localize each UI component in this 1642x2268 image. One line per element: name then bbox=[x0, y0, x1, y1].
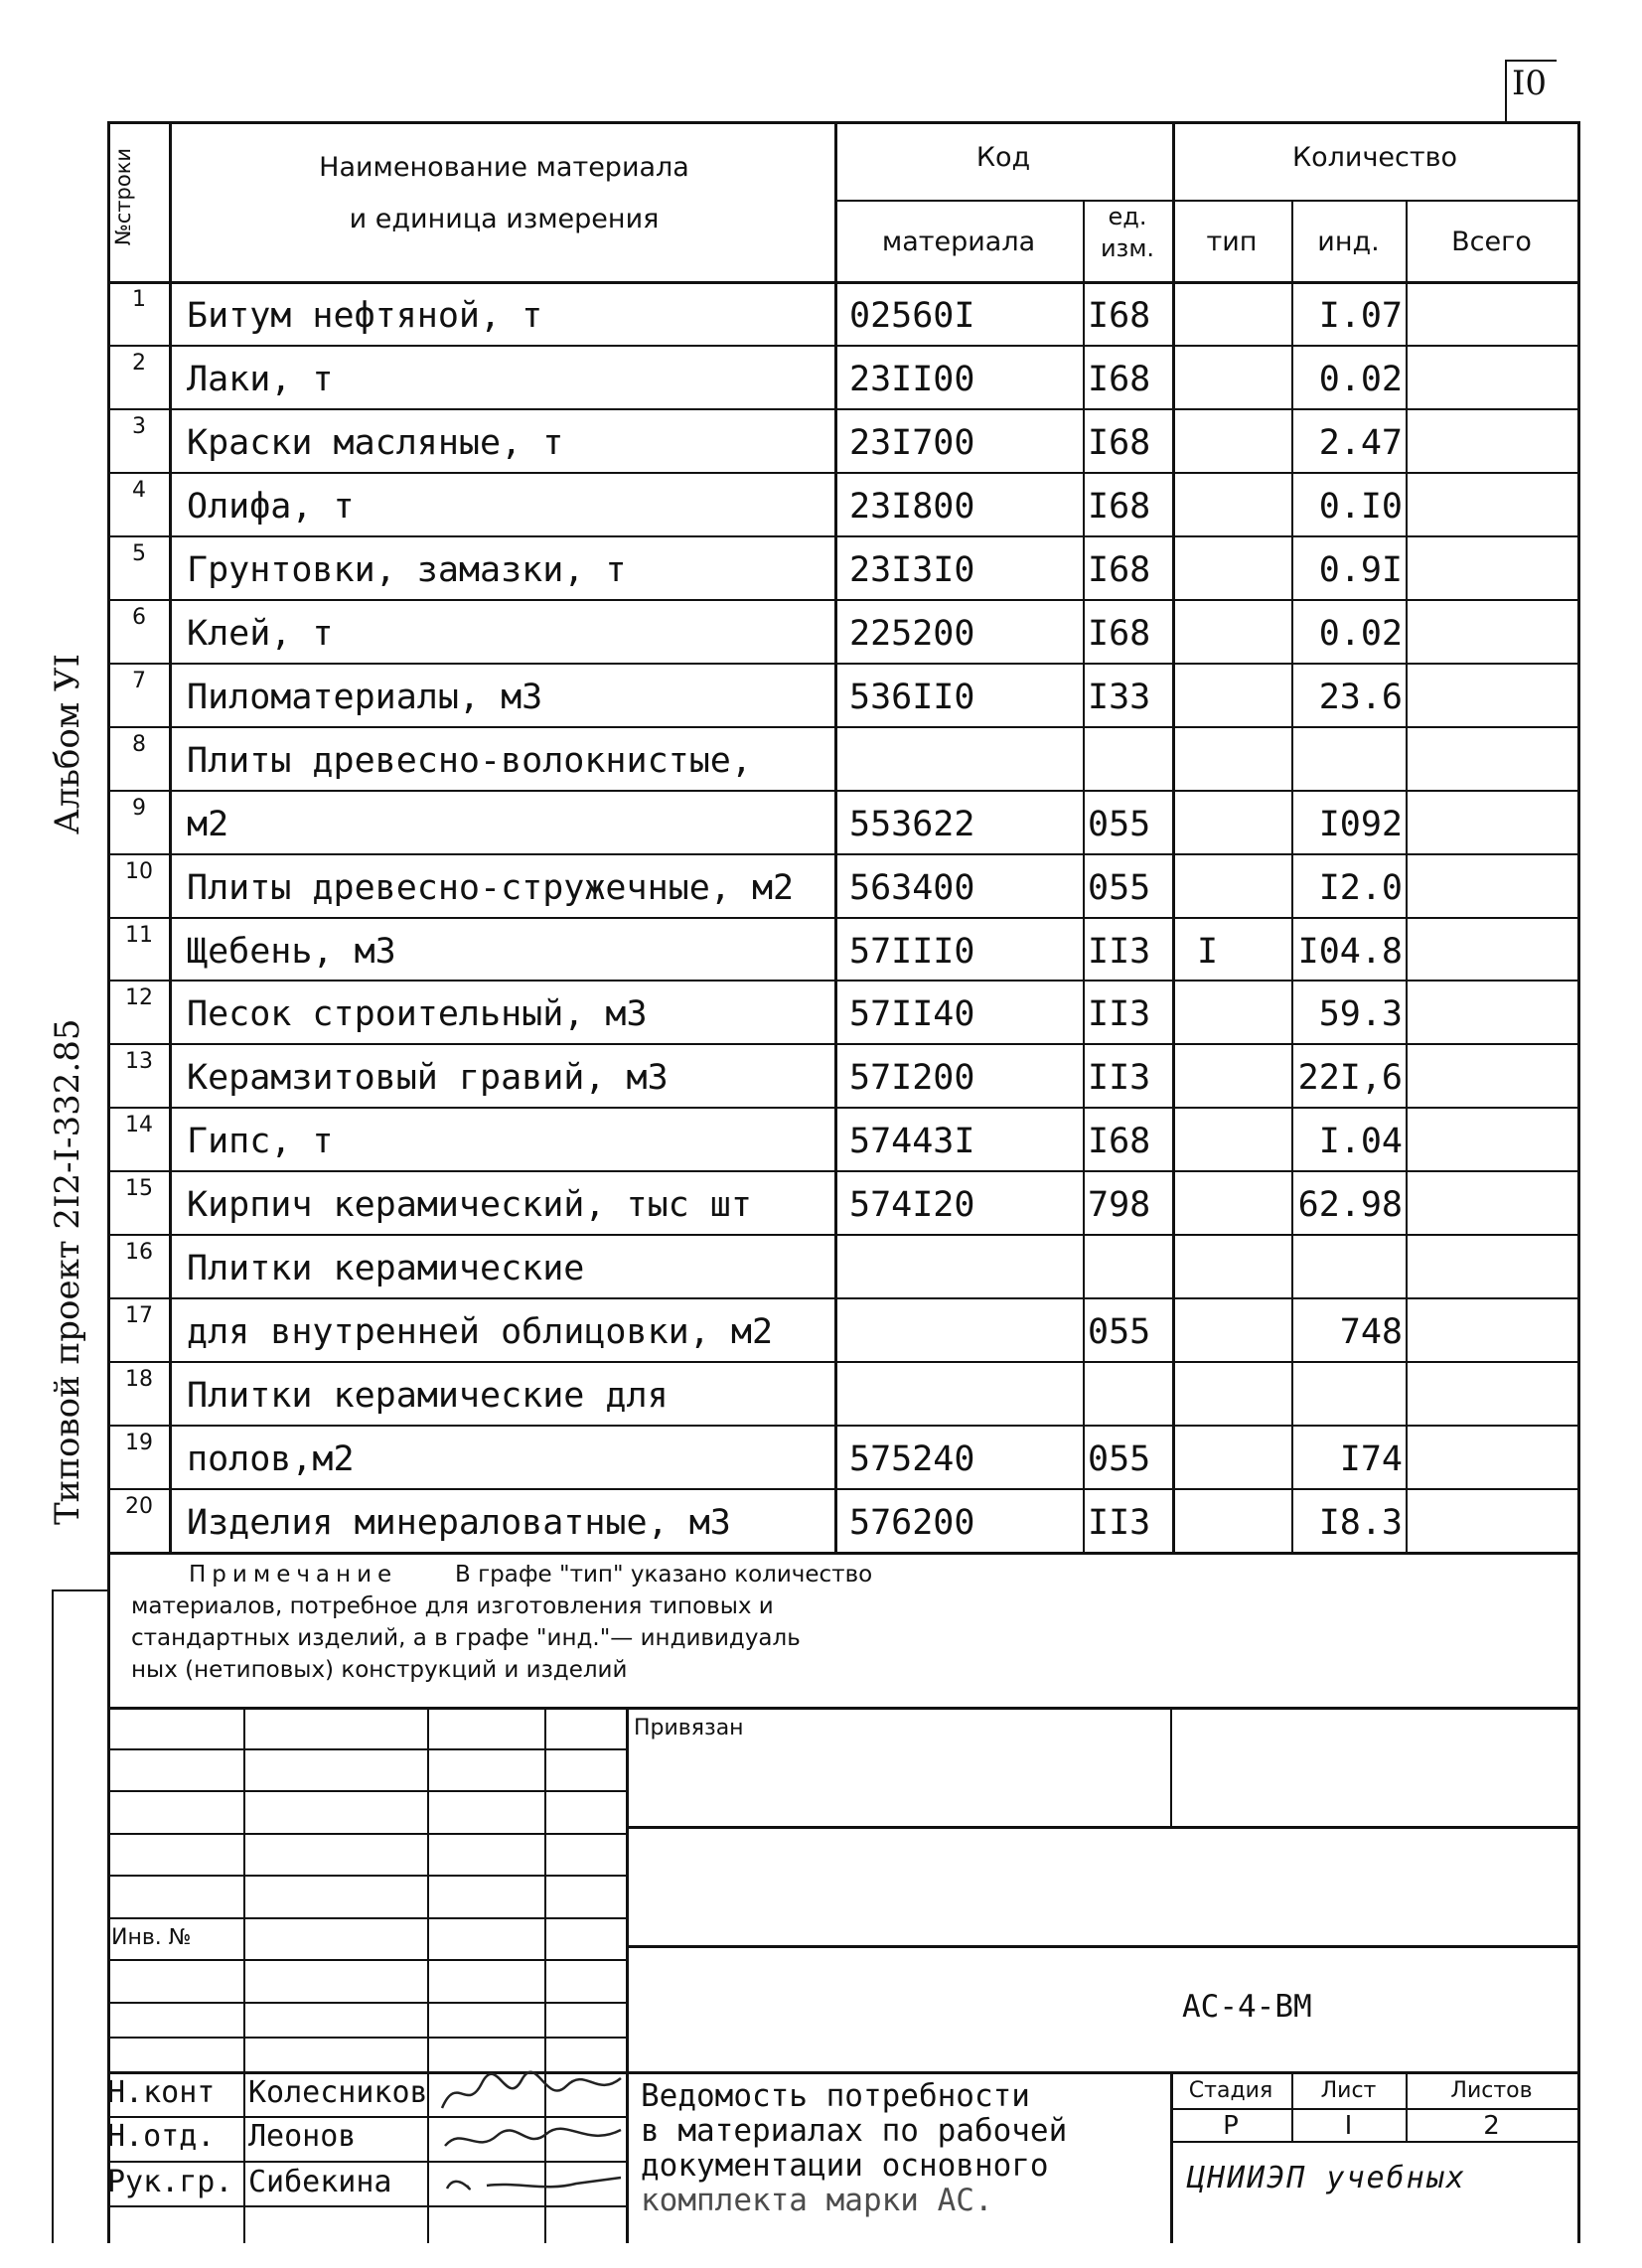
qty-ind: 0.02 bbox=[1318, 359, 1403, 399]
row-divider bbox=[107, 345, 1580, 347]
stamp-stage-value: Р bbox=[1223, 2111, 1239, 2141]
material-code: 23II00 bbox=[849, 359, 975, 399]
header-type: тип bbox=[1206, 227, 1258, 257]
note-line2: материалов, потребное для изготовления типовых и bbox=[131, 1593, 774, 1619]
material-name: Изделия минераловатные, м3 bbox=[187, 1503, 731, 1544]
material-code: 536II0 bbox=[849, 677, 975, 717]
signature-kolesnikov bbox=[437, 2068, 626, 2118]
material-code: 02560I bbox=[849, 296, 975, 336]
stamp-title-line4: комплекта марки АС. bbox=[641, 2183, 993, 2218]
unit-code: I68 bbox=[1088, 359, 1151, 399]
row-divider bbox=[107, 1361, 1580, 1363]
row-divider bbox=[107, 1425, 1580, 1427]
qty-ind: 2.47 bbox=[1318, 422, 1403, 463]
qty-ind: 0.02 bbox=[1318, 613, 1403, 654]
unit-code: 055 bbox=[1088, 1439, 1151, 1480]
unit-code: 798 bbox=[1088, 1185, 1151, 1226]
qty-ind: I.07 bbox=[1318, 296, 1403, 336]
header-unit-line1: ед. bbox=[1108, 203, 1147, 230]
material-code: 563400 bbox=[849, 867, 975, 908]
material-name: полов,м2 bbox=[187, 1439, 355, 1480]
material-name: Щебень, м3 bbox=[187, 931, 396, 972]
header-code: Код bbox=[975, 142, 1031, 173]
unit-code: I33 bbox=[1088, 677, 1151, 717]
material-code: 553622 bbox=[849, 804, 975, 844]
qty-ind: 23.6 bbox=[1318, 677, 1403, 717]
qty-ind: 0.I0 bbox=[1318, 486, 1403, 527]
qty-ind: I.04 bbox=[1318, 1122, 1403, 1162]
stamp-title-line3: документации основного bbox=[641, 2148, 1049, 2184]
stamp-sheets-value: 2 bbox=[1483, 2111, 1500, 2141]
stamp-role-3: Рук.гр. bbox=[107, 2165, 233, 2199]
material-code: 57II40 bbox=[849, 994, 975, 1035]
qty-ind: I74 bbox=[1339, 1439, 1403, 1480]
stamp-name-3: Сибекина bbox=[248, 2165, 392, 2199]
material-name: Грунтовки, замазки, т bbox=[187, 549, 627, 590]
header-material: материала bbox=[881, 227, 1036, 257]
row-number: 14 bbox=[125, 1113, 153, 1138]
material-name: Клей, т bbox=[187, 613, 334, 654]
sheet-number: I0 bbox=[1512, 64, 1548, 103]
row-divider bbox=[107, 599, 1580, 601]
row-divider bbox=[107, 408, 1580, 410]
unit-code: I68 bbox=[1088, 296, 1151, 336]
row-divider bbox=[107, 1107, 1580, 1109]
unit-code: 055 bbox=[1088, 867, 1151, 908]
row-divider bbox=[107, 535, 1580, 537]
material-name: Керамзитовый гравий, м3 bbox=[187, 1058, 669, 1099]
row-divider bbox=[107, 790, 1580, 792]
stamp-doc-code: АС-4-ВМ bbox=[1182, 1989, 1312, 2025]
row-number: 10 bbox=[125, 858, 153, 884]
material-code: 575240 bbox=[849, 1439, 975, 1480]
row-divider bbox=[107, 472, 1580, 474]
material-name: Плитки керамические для bbox=[187, 1376, 669, 1417]
note-line4: ных (нетиповых) конструкций и изделий bbox=[131, 1657, 628, 1683]
stamp-role-2: Н.отд. bbox=[107, 2119, 216, 2154]
unit-code: II3 bbox=[1088, 931, 1151, 972]
material-name: Краски масляные, т bbox=[187, 422, 564, 463]
note-line1-lead: Примечание bbox=[189, 1562, 398, 1588]
material-name: Пиломатериалы, м3 bbox=[187, 677, 543, 717]
qty-ind: I2.0 bbox=[1318, 867, 1403, 908]
qty-ind: I04.8 bbox=[1297, 931, 1403, 972]
material-name: Лаки, т bbox=[187, 359, 334, 399]
row-number: 4 bbox=[132, 477, 146, 503]
row-number: 11 bbox=[125, 922, 153, 948]
unit-code: I68 bbox=[1088, 422, 1151, 463]
row-number: 7 bbox=[132, 668, 146, 693]
material-code: 23I800 bbox=[849, 486, 975, 527]
unit-code: I68 bbox=[1088, 1122, 1151, 1162]
unit-code: II3 bbox=[1088, 1058, 1151, 1099]
stamp-organization: ЦНИИЭП учебных bbox=[1187, 2161, 1466, 2195]
stamp-inv-no: Инв. № bbox=[111, 1925, 198, 1950]
stamp-sheets-label: Листов bbox=[1450, 2078, 1533, 2103]
qty-ind: 22I,6 bbox=[1297, 1058, 1403, 1099]
material-name: Битум нефтяной, т bbox=[187, 296, 543, 336]
stamp-name-2: Леонов bbox=[248, 2119, 357, 2154]
qty-type: I bbox=[1197, 931, 1219, 972]
qty-ind: I092 bbox=[1318, 804, 1403, 844]
header-name-line1: Наименование материала bbox=[319, 152, 689, 183]
row-divider bbox=[107, 1234, 1580, 1236]
row-divider bbox=[107, 917, 1580, 919]
stamp-title-line2: в материалах по рабочей bbox=[641, 2113, 1068, 2149]
row-divider bbox=[107, 726, 1580, 728]
material-name: Плиты древесно-волокнистые, bbox=[187, 740, 752, 781]
qty-ind: 748 bbox=[1339, 1312, 1403, 1353]
stamp-sheet-label: Лист bbox=[1320, 2078, 1377, 2103]
stamp-sheet-value: I bbox=[1344, 2111, 1353, 2141]
unit-code: II3 bbox=[1088, 1503, 1151, 1544]
stamp-title-line1: Ведомость потребности bbox=[641, 2078, 1030, 2114]
material-code: 57III0 bbox=[849, 931, 975, 972]
unit-code: 055 bbox=[1088, 1312, 1151, 1353]
row-number: 16 bbox=[125, 1240, 153, 1266]
row-number: 18 bbox=[125, 1367, 153, 1393]
row-number: 15 bbox=[125, 1176, 153, 1202]
stamp-attached-label: Привязан bbox=[634, 1716, 744, 1740]
row-divider bbox=[107, 980, 1580, 982]
note-line3: стандартных изделий, а в графе "инд."— индивидуаль bbox=[131, 1625, 801, 1651]
header-ind: инд. bbox=[1317, 227, 1380, 257]
unit-code: I68 bbox=[1088, 613, 1151, 654]
signature-leonov bbox=[437, 2116, 626, 2161]
unit-code: II3 bbox=[1088, 994, 1151, 1035]
row-number: 6 bbox=[132, 604, 146, 630]
stamp-name-1: Колесников bbox=[248, 2075, 428, 2110]
row-divider bbox=[107, 853, 1580, 855]
row-divider bbox=[107, 663, 1580, 665]
row-number: 1 bbox=[132, 287, 146, 312]
side-label-album: Альбом УI bbox=[48, 653, 87, 834]
row-number: 20 bbox=[125, 1494, 153, 1520]
unit-code: 055 bbox=[1088, 804, 1151, 844]
qty-ind: I8.3 bbox=[1318, 1503, 1403, 1544]
row-divider bbox=[107, 1043, 1580, 1045]
qty-ind: 0.9I bbox=[1318, 549, 1403, 590]
side-label-project: Типовой проект 2I2-I-332.85 bbox=[48, 1018, 87, 1525]
signature-sibekina bbox=[437, 2164, 626, 2203]
row-divider bbox=[107, 1488, 1580, 1490]
material-code: 23I700 bbox=[849, 422, 975, 463]
material-name: Кирпич керамический, тыс шт bbox=[187, 1185, 752, 1226]
header-row-no: №строки bbox=[111, 147, 135, 246]
row-number: 19 bbox=[125, 1431, 153, 1456]
unit-code: I68 bbox=[1088, 486, 1151, 527]
row-number: 2 bbox=[132, 350, 146, 376]
material-name: Олифа, т bbox=[187, 486, 355, 527]
material-name: Песок строительный, м3 bbox=[187, 994, 648, 1035]
header-unit-line2: изм. bbox=[1100, 234, 1155, 262]
row-number: 13 bbox=[125, 1049, 153, 1075]
material-code: 57443I bbox=[849, 1122, 975, 1162]
material-name: м2 bbox=[187, 804, 229, 844]
row-number: 9 bbox=[132, 795, 146, 821]
row-number: 8 bbox=[132, 731, 146, 757]
material-code: 576200 bbox=[849, 1503, 975, 1544]
stamp-role-1: Н.конт bbox=[107, 2075, 216, 2110]
material-name: Плитки керамические bbox=[187, 1249, 585, 1289]
header-name-line2: и единица измерения bbox=[349, 204, 660, 234]
unit-code: I68 bbox=[1088, 549, 1151, 590]
note-line1: В графе "тип" указано количество bbox=[455, 1562, 873, 1588]
row-number: 5 bbox=[132, 540, 146, 566]
qty-ind: 59.3 bbox=[1318, 994, 1403, 1035]
stamp-stage-label: Стадия bbox=[1188, 2078, 1273, 2103]
qty-ind: 62.98 bbox=[1297, 1185, 1403, 1226]
material-name: Гипс, т bbox=[187, 1122, 334, 1162]
material-code: 57I200 bbox=[849, 1058, 975, 1099]
material-name: Плиты древесно-стружечные, м2 bbox=[187, 867, 795, 908]
material-code: 574I20 bbox=[849, 1185, 975, 1226]
row-divider bbox=[107, 1170, 1580, 1172]
material-name: для внутренней облицовки, м2 bbox=[187, 1312, 774, 1353]
header-quantity: Количество bbox=[1291, 142, 1458, 173]
row-number: 3 bbox=[132, 413, 146, 439]
row-number: 12 bbox=[125, 985, 153, 1011]
row-number: 17 bbox=[125, 1303, 153, 1329]
header-total: Всего bbox=[1451, 227, 1532, 257]
material-code: 23I3I0 bbox=[849, 549, 975, 590]
material-code: 225200 bbox=[849, 613, 975, 654]
row-divider bbox=[107, 1297, 1580, 1299]
